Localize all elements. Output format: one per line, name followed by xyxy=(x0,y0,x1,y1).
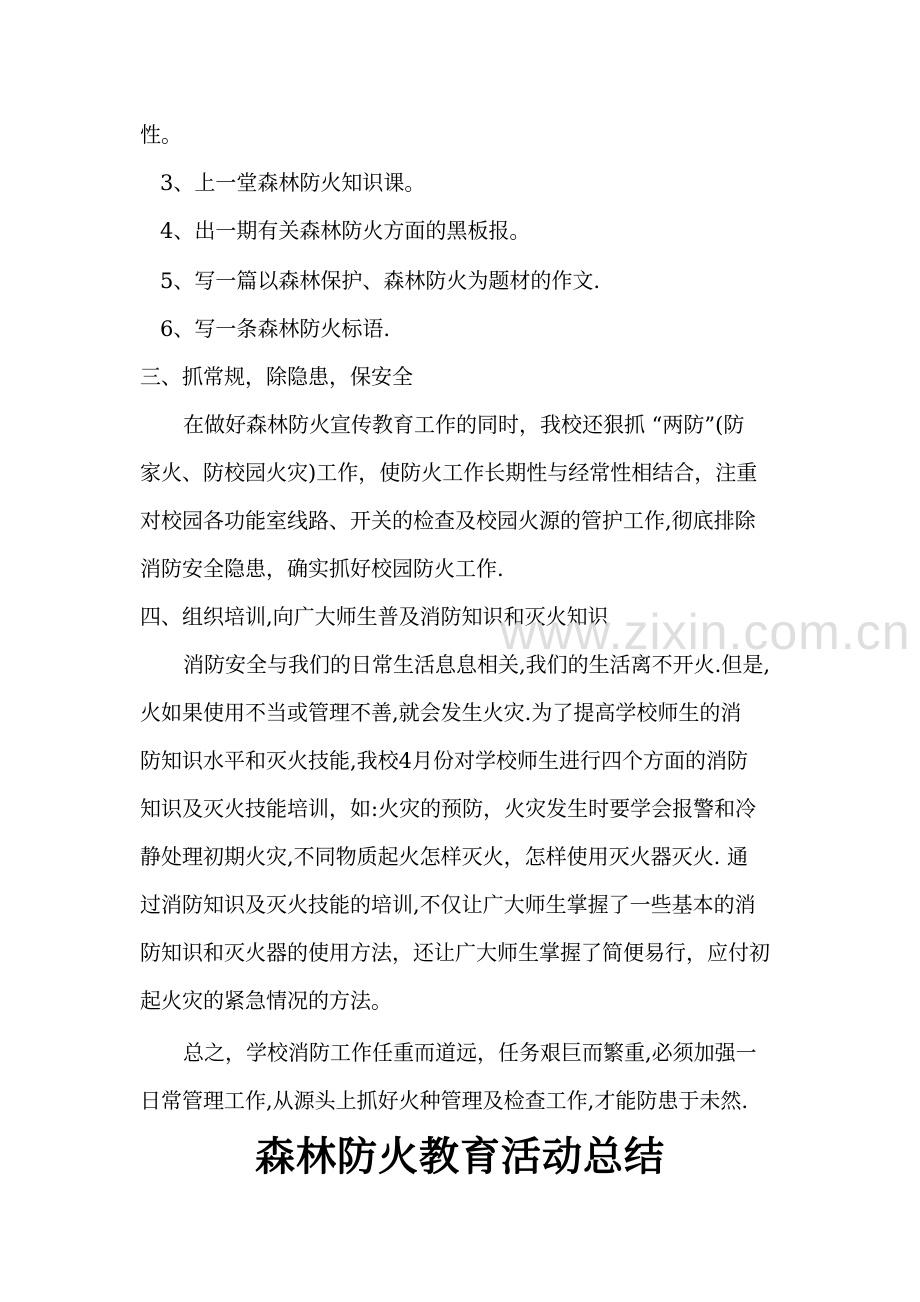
text-line: 3、上一堂森林防火知识课。 xyxy=(160,171,426,195)
document-title: 森林防火教育活动总结 xyxy=(255,1134,665,1180)
text-line: 家火、防校园火灾)工作，使防火工作长期性与经常性相结合，注重 xyxy=(140,461,758,485)
text-line: 防知识和灭火器的使用方法，还让广大师生掌握了简便易行，应付初 xyxy=(140,941,770,965)
section-heading: 四、组织培训,向广大师生普及消防知识和灭火知识 xyxy=(140,605,609,629)
text-line: 消防安全与我们的日常生活息息相关,我们的生活离不开火.但是, xyxy=(183,653,771,677)
text-line: 起火灾的紧急情况的方法。 xyxy=(140,989,392,1013)
text-line: 在做好森林防火宣传教育工作的同时，我校还狠抓 “两防”(防 xyxy=(183,413,745,437)
section-heading: 三、抓常规，除隐患，保安全 xyxy=(140,365,413,389)
text-line: 6、写一条森林防火标语. xyxy=(160,317,391,341)
watermark-text: www.zixin.com.cn xyxy=(500,604,911,660)
text-line: 防知识水平和灭火技能,我校4月份对学校师生进行四个方面的消防 xyxy=(140,749,749,773)
text-line: 火如果使用不当或管理不善,就会发生火灾.为了提高学校师生的消 xyxy=(140,701,742,725)
text-line: 总之，学校消防工作任重而道远，任务艰巨而繁重,必须加强一 xyxy=(183,1041,757,1065)
text-line: 性。 xyxy=(140,123,182,147)
text-line: 日常管理工作,从源头上抓好火种管理及检查工作,才能防患于未然. xyxy=(140,1089,749,1113)
text-line: 消防安全隐患，确实抓好校园防火工作. xyxy=(140,557,504,581)
text-line: 知识及灭火技能培训，如:火灾的预防，火灾发生时要学会报警和冷 xyxy=(140,797,757,821)
text-line: 静处理初期火灾,不同物质起火怎样灭火，怎样使用灭火器灭火. 通 xyxy=(140,845,749,869)
text-line: 5、写一篇以森林保护、森林防火为题材的作文. xyxy=(160,269,601,293)
text-line: 过消防知识及灭火技能的培训,不仅让广大师生掌握了一些基本的消 xyxy=(140,893,756,917)
text-line: 对校园各功能室线路、开关的检查及校园火源的管护工作,彻底排除 xyxy=(140,509,756,533)
text-line: 4、出一期有关森林防火方面的黑板报。 xyxy=(160,219,531,243)
